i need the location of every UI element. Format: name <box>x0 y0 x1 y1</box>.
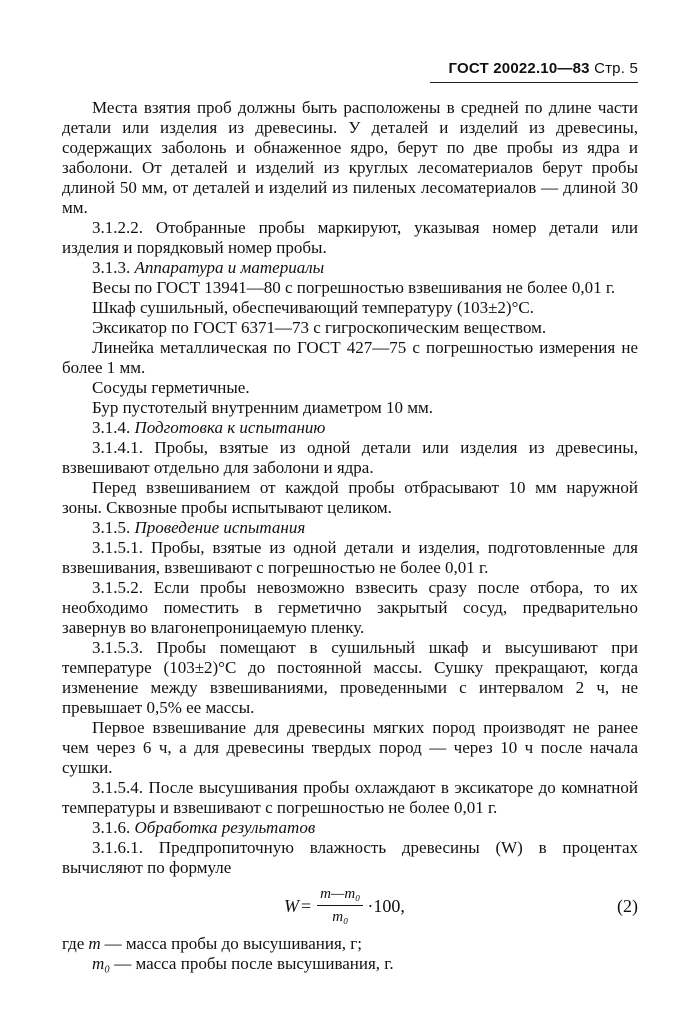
section-title: Аппаратура и материалы <box>134 258 325 277</box>
variable-description: — масса пробы до высушивания, г; <box>104 934 362 953</box>
section-title: Проведение испытания <box>134 518 306 537</box>
where-prefix: где <box>62 934 85 953</box>
body-text <box>62 98 638 974</box>
paragraph: Перед взвешиванием от каждой пробы отбрасывают 10 мм наружной зоны. Сквозные пробы испытывают целиком. <box>62 478 638 517</box>
paragraph: Шкаф сушильный, обеспечивающий температуру (103±2)°С. <box>92 298 534 317</box>
page-header <box>448 60 638 77</box>
paragraph: 3.1.4.1. Пробы, взятые из одной детали или изделия из древесины, взвешивают отдельно для заболони и ядра. <box>62 438 638 477</box>
formula-multiplier: ·100, <box>367 895 405 916</box>
paragraph: 3.1.6.1. Предпропиточную влажность древесины (W) в процентах вычисляют по формуле <box>62 838 638 877</box>
paragraph: 3.1.5.1. Пробы, взятые из одной детали и изделия, подготовленные для взвешивания, взвешивают с погрешностью не более 0,01 г. <box>62 538 638 577</box>
section-number: 3.1.5. <box>92 518 131 537</box>
variable-symbol: m₀ <box>92 954 111 973</box>
formula-block <box>62 882 638 934</box>
variable-description: — масса пробы после высушивания, г. <box>114 954 394 973</box>
standard-number: ГОСТ 20022.10—83 <box>448 60 590 77</box>
paragraph: Весы по ГОСТ 13941—80 с погрешностью взвешивания не более 0,01 г. <box>92 278 616 297</box>
formula-lhs: W <box>284 895 299 916</box>
paragraph: 3.1.5.4. После высушивания пробы охлаждают в эксикаторе до комнатной температуры и взвешивают с погрешностью не более 0,01 г. <box>62 778 638 817</box>
moisture-formula <box>284 884 405 927</box>
section-number: 3.1.4. <box>92 418 131 437</box>
variable-symbol: m <box>88 934 101 953</box>
equation-number: (2) <box>617 896 638 916</box>
paragraph: Линейка металлическая по ГОСТ 427—75 с погрешностью измерения не более 1 мм. <box>62 338 638 377</box>
paragraph: Места взятия проб должны быть расположены в средней по длине части детали или изделия из древесины. У деталей и изделий из древесины, содержащих заболонь и обнаженное ядро, берут по две пробы из ядра и заболони. От деталей и изделий из круглых лесоматериалов берут пробы длиной 50 мм, от деталей и изделий из пиленых лесоматериалов — длиной 30 мм. <box>62 98 638 217</box>
section-heading <box>62 418 638 438</box>
formula-denominator: m₀ <box>332 909 349 925</box>
formula-equals: = <box>301 895 312 916</box>
page-number: Стр. 5 <box>594 60 638 77</box>
section-title: Подготовка к испытанию <box>134 418 326 437</box>
paragraph: 3.1.2.2. Отобранные пробы маркируют, указывая номер детали или изделия и порядковый номер пробы. <box>62 218 638 257</box>
paragraph: 3.1.5.3. Пробы помещают в сушильный шкаф и высушивают при температуре (103±2)°С до постоянной массы. Сушку прекращают, когда изменение между взвешиваниями, проведенными с интервалом 2 ч, не превышает 0,5% ее массы. <box>62 638 638 717</box>
section-heading <box>62 258 638 278</box>
formula-numerator: m—m₀ <box>317 884 363 906</box>
section-heading <box>62 518 638 538</box>
variable-definition <box>62 934 638 954</box>
paragraph: Бур пустотелый внутренним диаметром 10 мм. <box>92 398 433 417</box>
section-title: Обработка результатов <box>134 818 316 837</box>
paragraph: Сосуды герметичные. <box>92 378 250 397</box>
section-number: 3.1.3. <box>92 258 131 277</box>
section-heading <box>62 818 638 838</box>
formula-fraction <box>317 884 363 927</box>
paragraph: 3.1.5.2. Если пробы невозможно взвесить сразу после отбора, то их необходимо поместить в герметично закрытый сосуд, предварительно завернув во влагонепроницаемую пленку. <box>62 578 638 637</box>
variable-definition <box>62 954 638 974</box>
header-rule <box>430 82 638 83</box>
paragraph: Эксикатор по ГОСТ 6371—73 с гигроскопическим веществом. <box>92 318 547 337</box>
section-number: 3.1.6. <box>92 818 131 837</box>
paragraph: Первое взвешивание для древесины мягких пород производят не ранее чем через 6 ч, а для древесины твердых пород — через 10 ч после начала сушки. <box>62 718 638 777</box>
